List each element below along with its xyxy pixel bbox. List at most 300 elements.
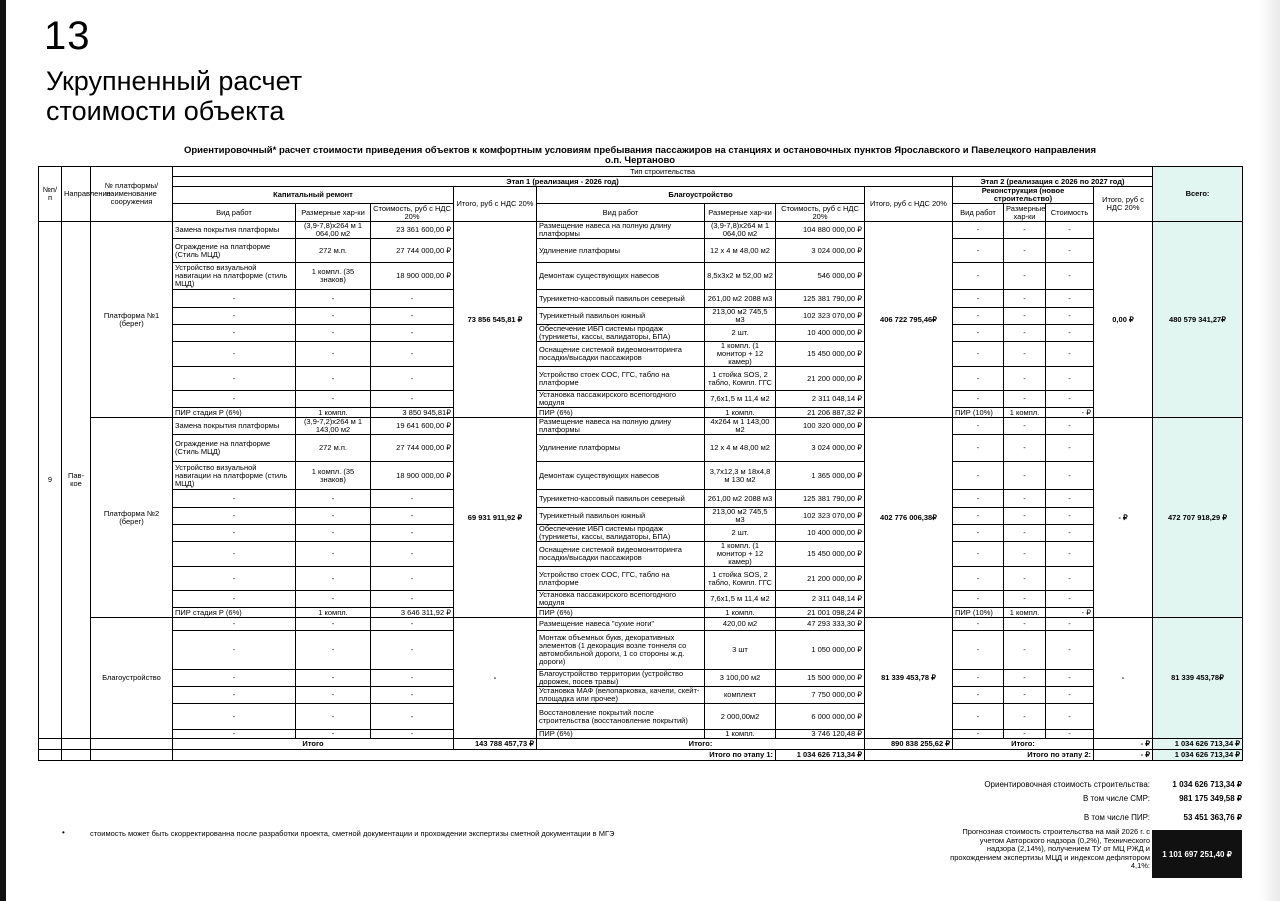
imp-work-type: Обеспечение ИБП системы продаж (турникеты, кассы, валидаторы, БПА) [537, 325, 705, 342]
imp-size: 1 компл. (1 монитор + 12 камер) [705, 342, 776, 367]
imp-cost: 102 323 070,00 ₽ [776, 308, 865, 325]
imp-total: 402 776 006,38₽ [865, 418, 953, 618]
cap-cost: - [371, 670, 454, 687]
imp-work-type: ПИР (6%) [537, 608, 705, 618]
imp-size: 1 компл. [705, 408, 776, 418]
grand-total: 480 579 341,27₽ [1153, 222, 1243, 418]
imp-cost: 47 293 333,30 ₽ [776, 618, 865, 631]
cap-cost: - [371, 325, 454, 342]
st2-cost: - [1046, 704, 1094, 730]
platform-name: Благоустройство [91, 618, 173, 739]
imp-size: 261,00 м2 2088 м3 [705, 290, 776, 308]
header-total-vat-3: Итого, руб с НДС 20% [1094, 187, 1153, 222]
st2-total: 0,00 ₽ [1094, 222, 1153, 418]
imp-size: 7,6х1,5 м 11,4 м2 [705, 391, 776, 408]
st2-size: - [1004, 508, 1046, 525]
cap-size: 1 компл. (35 знаков) [296, 462, 371, 490]
cap-work-type: - [173, 567, 296, 591]
cap-work-type: - [173, 687, 296, 704]
st2-work-type: - [953, 508, 1004, 525]
summary-pir-value: 53 451 363,76 ₽ [1183, 813, 1242, 822]
st2-cost: - [1046, 239, 1094, 263]
page-number: 13 [44, 14, 91, 58]
imp-work-type: Демонтаж существующих навесов [537, 263, 705, 290]
st2-cost: - [1046, 462, 1094, 490]
imp-size: 2 шт. [705, 525, 776, 542]
imp-work-type: Установка МАФ (велопарковка, качели, скейт-площадка или прочее) [537, 687, 705, 704]
imp-work-type: Установка пассажирского всепогодного модуля [537, 391, 705, 408]
totals-label-2: Итого: [537, 739, 865, 750]
st2-work-type: - [953, 239, 1004, 263]
imp-work-type: Размещение навеса на полную длину платформы [537, 222, 705, 239]
st2-cost: - [1046, 435, 1094, 462]
imp-work-type: Турникетный павильон южный [537, 308, 705, 325]
header-cost-imp: Стоимость, руб с НДС 20% [776, 204, 865, 222]
cap-cost: - [371, 367, 454, 391]
st2-cost: - [1046, 418, 1094, 435]
st2-work-type: - [953, 342, 1004, 367]
st2-size: - [1004, 525, 1046, 542]
totals-empty-2 [62, 739, 91, 750]
imp-cost: 125 381 790,00 ₽ [776, 490, 865, 508]
cap-size: 272 м.п. [296, 435, 371, 462]
st2-work-type: - [953, 704, 1004, 730]
cap-size: - [296, 631, 371, 670]
header-direction: Направление [62, 167, 91, 222]
imp-cost: 21 200 000,00 ₽ [776, 567, 865, 591]
header-work-type: Вид работ [173, 204, 296, 222]
imp-work-type: Турникетный павильон южный [537, 508, 705, 525]
cap-cost: - [371, 567, 454, 591]
imp-cost: 3 024 000,00 ₽ [776, 239, 865, 263]
imp-cost: 1 365 000,00 ₽ [776, 462, 865, 490]
st2-total: - ₽ [1094, 418, 1153, 618]
imp-cost: 3 746 120,48 ₽ [776, 730, 865, 739]
st2-cost: - [1046, 687, 1094, 704]
imp-size: (3,9-7,8)х264 м 1 064,00 м2 [705, 222, 776, 239]
st2-work-type: ПИР (10%) [953, 408, 1004, 418]
cap-cost: - [371, 508, 454, 525]
imp-work-type: Установка пассажирского всепогодного модуля [537, 591, 705, 608]
imp-cost: 546 000,00 ₽ [776, 263, 865, 290]
totals-grand: 1 034 626 713,34 ₽ [1153, 739, 1243, 750]
imp-work-type: Оснащение системой видеомониторинга посадки/высадки пассажиров [537, 342, 705, 367]
imp-cost: 21 206 887,32 ₽ [776, 408, 865, 418]
totals-cap: 143 788 457,73 ₽ [454, 739, 537, 750]
st2-work-type: - [953, 263, 1004, 290]
cap-size: - [296, 308, 371, 325]
st2-work-type: - [953, 687, 1004, 704]
cap-work-type: - [173, 490, 296, 508]
header-improvement: Благоустройство [537, 187, 865, 204]
imp-cost: 21 001 098,24 ₽ [776, 608, 865, 618]
totals-empty-3 [91, 739, 173, 750]
cap-cost: - [371, 391, 454, 408]
footnote-bullet: • [62, 828, 65, 837]
st2-size: - [1004, 542, 1046, 567]
imp-work-type: Восстановление покрытий после строительства (восстановление покрытий) [537, 704, 705, 730]
header-capital-repair: Капитальный ремонт [173, 187, 454, 204]
cap-work-type: Устройство визуальной навигации на платформе (стиль МЦД) [173, 462, 296, 490]
st2-cost: - ₽ [1046, 408, 1094, 418]
st2-cost: - [1046, 308, 1094, 325]
cap-size: - [296, 325, 371, 342]
cap-size: - [296, 591, 371, 608]
platform-name: Платформа №2 (берег) [91, 418, 173, 618]
st2-size: - [1004, 435, 1046, 462]
imp-cost: 104 880 000,00 ₽ [776, 222, 865, 239]
st2-size: - [1004, 631, 1046, 670]
imp-cost: 15 450 000,00 ₽ [776, 542, 865, 567]
cap-cost: - [371, 631, 454, 670]
st2-work-type: - [953, 462, 1004, 490]
totals-label: Итого [173, 739, 454, 750]
imp-work-type: Удлинение платформы [537, 239, 705, 263]
st2-size: - [1004, 418, 1046, 435]
imp-size: 1 компл. [705, 730, 776, 739]
header-size: Размерные хар-ки [296, 204, 371, 222]
cap-size: - [296, 490, 371, 508]
header-stage2: Этап 2 (реализация с 2026 по 2027 год) [953, 177, 1153, 187]
imp-cost: 15 450 000,00 ₽ [776, 342, 865, 367]
imp-size: 3 100,00 м2 [705, 670, 776, 687]
imp-size: комплект [705, 687, 776, 704]
st2-size: 1 компл. [1004, 408, 1046, 418]
cap-size: 1 компл. [296, 408, 371, 418]
st2-cost: - [1046, 567, 1094, 591]
imp-cost: 10 400 000,00 ₽ [776, 525, 865, 542]
imp-cost: 10 400 000,00 ₽ [776, 325, 865, 342]
st2-cost: - [1046, 222, 1094, 239]
st2-work-type: - [953, 325, 1004, 342]
summary-smr-value: 981 175 349,58 ₽ [1179, 794, 1242, 803]
stage-empty-1 [39, 750, 62, 761]
cap-size: - [296, 290, 371, 308]
imp-work-type: Благоустройство территории (устройство дорожек, посев травы) [537, 670, 705, 687]
cap-size: 1 компл. [296, 608, 371, 618]
st2-cost: - [1046, 342, 1094, 367]
cap-cost: - [371, 591, 454, 608]
cap-cost: - [371, 308, 454, 325]
st2-size: - [1004, 391, 1046, 408]
cap-size: (3,9-7,8)х264 м 1 064,00 м2 [296, 222, 371, 239]
imp-size: 1 стойка SOS, 2 табло, Компл. ГГС [705, 367, 776, 391]
header-size-st2: Размерные хар-ки [1004, 204, 1046, 222]
st2-cost: - [1046, 391, 1094, 408]
imp-cost: 102 323 070,00 ₽ [776, 508, 865, 525]
imp-size: 261,00 м2 2088 м3 [705, 490, 776, 508]
grand-total: 472 707 918,29 ₽ [1153, 418, 1243, 618]
imp-size: 1 стойка SOS, 2 табло, Компл. ГГС [705, 567, 776, 591]
imp-work-type: Монтаж объемных букв, декоративных элементов (1 декорация возле тоннеля со автомобильной дороги, 1 со стороны ж.д. дороги) [537, 631, 705, 670]
st2-work-type: - [953, 222, 1004, 239]
cap-size: - [296, 542, 371, 567]
imp-work-type: Турникетно-кассовый павильон северный [537, 490, 705, 508]
imp-work-type: Демонтаж существующих навесов [537, 462, 705, 490]
st2-cost: - [1046, 670, 1094, 687]
header-num: №п/п [39, 167, 62, 222]
imp-work-type: Удлинение платформы [537, 435, 705, 462]
cap-cost: 18 900 000,00 ₽ [371, 462, 454, 490]
cost-table [38, 166, 1243, 761]
cap-size: - [296, 730, 371, 739]
st2-work-type: - [953, 490, 1004, 508]
cap-cost: - [371, 490, 454, 508]
cap-cost: 18 900 000,00 ₽ [371, 263, 454, 290]
summary-smr-label: В том числе СМР: [1082, 794, 1150, 803]
st2-work-type: - [953, 618, 1004, 631]
cap-cost: 27 744 000,00 ₽ [371, 435, 454, 462]
cap-work-type: - [173, 342, 296, 367]
st2-cost: - ₽ [1046, 608, 1094, 618]
header-total-vat: Итого, руб с НДС 20% [454, 187, 537, 222]
imp-work-type: Размещение навеса на полную длину платформы [537, 418, 705, 435]
stage-grand: 1 034 626 713,34 ₽ [1153, 750, 1243, 761]
cap-size: - [296, 508, 371, 525]
header-size-imp: Размерные хар-ки [705, 204, 776, 222]
st2-size: - [1004, 490, 1046, 508]
imp-size: 7,6х1,5 м 11,4 м2 [705, 591, 776, 608]
cap-work-type: - [173, 618, 296, 631]
row-direction: Пав-кое [62, 222, 91, 739]
st2-cost: - [1046, 618, 1094, 631]
imp-cost: 21 200 000,00 ₽ [776, 367, 865, 391]
imp-cost: 100 320 000,00 ₽ [776, 418, 865, 435]
imp-work-type: Устройство стоек СОС, ГГС, табло на платформе [537, 567, 705, 591]
st2-size: - [1004, 670, 1046, 687]
st2-work-type: - [953, 367, 1004, 391]
cap-size: (3,9-7,2)х264 м 1 143,00 м2 [296, 418, 371, 435]
imp-work-type: ПИР (6%) [537, 730, 705, 739]
totals-empty-1 [39, 739, 62, 750]
cap-work-type: - [173, 508, 296, 525]
st2-size: - [1004, 730, 1046, 739]
st2-work-type: - [953, 391, 1004, 408]
imp-cost: 6 000 000,00 ₽ [776, 704, 865, 730]
st2-size: - [1004, 462, 1046, 490]
st2-cost: - [1046, 490, 1094, 508]
st2-work-type: ПИР (10%) [953, 608, 1004, 618]
row-number: 9 [39, 222, 62, 739]
cap-work-type: - [173, 730, 296, 739]
imp-cost: 3 024 000,00 ₽ [776, 435, 865, 462]
imp-work-type: Размещение навеса "сухие ноги" [537, 618, 705, 631]
imp-size: 213,00 м2 745,5 м3 [705, 508, 776, 525]
totals-label-3: Итого: [953, 739, 1094, 750]
stage2-value: - ₽ [1094, 750, 1153, 761]
st2-cost: - [1046, 290, 1094, 308]
imp-size: 4х264 м 1 143,00 м2 [705, 418, 776, 435]
cap-work-type: - [173, 325, 296, 342]
header-grand: Всего: [1153, 167, 1243, 222]
st2-work-type: - [953, 435, 1004, 462]
cap-size: - [296, 391, 371, 408]
header-cost-st2: Стоимость [1046, 204, 1094, 222]
st2-work-type: - [953, 308, 1004, 325]
summary-est-label: Ориентировочная стоимость строительства: [984, 780, 1150, 789]
st2-cost: - [1046, 325, 1094, 342]
imp-work-type: Оснащение системой видеомониторинга посадки/высадки пассажиров [537, 542, 705, 567]
cap-work-type: - [173, 391, 296, 408]
table-title: Ориентировочный* расчет стоимости приведения объектов к комфортным условиям пребывания пассажиров на станциях и остановочных пунктов Ярославского и Павелецкого направления о.п. Чертаново [183, 145, 1097, 166]
st2-size: - [1004, 308, 1046, 325]
cap-size: 272 м.п. [296, 239, 371, 263]
cap-size: - [296, 525, 371, 542]
imp-size: 1 компл. (1 монитор + 12 камер) [705, 542, 776, 567]
header-work-type-st2: Вид работ [953, 204, 1004, 222]
imp-size: 2 000,00м2 [705, 704, 776, 730]
summary-forecast-value: 1 101 697 251,40 ₽ [1152, 830, 1242, 878]
cap-cost: 3 646 311,92 ₽ [371, 608, 454, 618]
cap-cost: 23 361 600,00 ₽ [371, 222, 454, 239]
imp-size: 1 компл. [705, 608, 776, 618]
cap-cost: - [371, 542, 454, 567]
cap-cost: - [371, 704, 454, 730]
cap-cost: - [371, 730, 454, 739]
grand-total: 81 339 453,78₽ [1153, 618, 1243, 739]
cap-size: - [296, 367, 371, 391]
st2-size: - [1004, 704, 1046, 730]
cap-work-type: ПИР стадия Р (6%) [173, 408, 296, 418]
st2-cost: - [1046, 525, 1094, 542]
st2-size: - [1004, 263, 1046, 290]
st2-work-type: - [953, 670, 1004, 687]
cap-work-type: Ограждение на платформе (Стиль МЦД) [173, 239, 296, 263]
imp-size: 420,00 м2 [705, 618, 776, 631]
cap-size: - [296, 704, 371, 730]
imp-work-type: ПИР (6%) [537, 408, 705, 418]
st2-work-type: - [953, 730, 1004, 739]
st2-size: - [1004, 222, 1046, 239]
cap-work-type: ПИР стадия Р (6%) [173, 608, 296, 618]
cap-work-type: - [173, 631, 296, 670]
cap-work-type: Замена покрытия платформы [173, 222, 296, 239]
cap-work-type: - [173, 591, 296, 608]
imp-cost: 15 500 000,00 ₽ [776, 670, 865, 687]
st2-cost: - [1046, 631, 1094, 670]
imp-total: 406 722 795,46₽ [865, 222, 953, 418]
st2-work-type: - [953, 591, 1004, 608]
cap-size: - [296, 567, 371, 591]
cap-work-type: - [173, 542, 296, 567]
st2-size: 1 компл. [1004, 608, 1046, 618]
summary-est-value: 1 034 626 713,34 ₽ [1172, 780, 1242, 789]
cap-size: 1 компл. (35 знаков) [296, 263, 371, 290]
header-work-type-imp: Вид работ [537, 204, 705, 222]
st2-work-type: - [953, 290, 1004, 308]
st2-size: - [1004, 367, 1046, 391]
stage2-label: Итого по этапу 2: [865, 750, 1094, 761]
st2-cost: - [1046, 508, 1094, 525]
cap-size: - [296, 687, 371, 704]
stage-empty-3 [91, 750, 173, 761]
imp-size: 12 х 4 м 48,00 м2 [705, 239, 776, 263]
page-title: Укрупненный расчет стоимости объекта [46, 66, 303, 126]
imp-cost: 2 311 048,14 ₽ [776, 591, 865, 608]
st2-work-type: - [953, 542, 1004, 567]
cap-cost: 3 850 945,81₽ [371, 408, 454, 418]
imp-size: 8,5х3х2 м 52,00 м2 [705, 263, 776, 290]
cap-cost: 19 641 600,00 ₽ [371, 418, 454, 435]
summary-pir-label: В том числе ПИР: [1083, 813, 1150, 822]
cap-total: 69 931 911,92 ₽ [454, 418, 537, 618]
header-platform: № платформы/наименование сооружения [91, 167, 173, 222]
stage1-label: Итого по этапу 1: [173, 750, 776, 761]
cap-work-type: - [173, 704, 296, 730]
st2-size: - [1004, 687, 1046, 704]
st2-work-type: - [953, 567, 1004, 591]
imp-size: 213,00 м2 745,5 м3 [705, 308, 776, 325]
header-stage1: Этап 1 (реализация - 2026 год) [173, 177, 953, 187]
header-construction-type: Тип строительства [173, 167, 1153, 177]
header-reconstruction: Реконструкция (новое строительство) [953, 187, 1094, 204]
cap-work-type: - [173, 525, 296, 542]
imp-size: 3,7х12,3 м 18х4,8 м 130 м2 [705, 462, 776, 490]
totals-st2: - ₽ [1094, 739, 1153, 750]
st2-work-type: - [953, 418, 1004, 435]
imp-work-type: Обеспечение ИБП системы продаж (турникеты, кассы, валидаторы, БПА) [537, 525, 705, 542]
st2-size: - [1004, 290, 1046, 308]
st2-cost: - [1046, 542, 1094, 567]
cap-cost: - [371, 618, 454, 631]
imp-size: 2 шт. [705, 325, 776, 342]
cap-cost: - [371, 525, 454, 542]
cap-work-type: - [173, 308, 296, 325]
imp-cost: 7 750 000,00 ₽ [776, 687, 865, 704]
header-cost: Стоимость, руб с НДС 20% [371, 204, 454, 222]
cap-size: - [296, 342, 371, 367]
platform-name: Платформа №1 (берег) [91, 222, 173, 418]
st2-total: - [1094, 618, 1153, 739]
left-border [0, 0, 6, 901]
cap-work-type: - [173, 367, 296, 391]
st2-cost: - [1046, 367, 1094, 391]
page-edge-shadow [1258, 0, 1280, 901]
imp-work-type: Турникетно-кассовый павильон северный [537, 290, 705, 308]
st2-size: - [1004, 239, 1046, 263]
st2-size: - [1004, 342, 1046, 367]
st2-cost: - [1046, 591, 1094, 608]
st2-size: - [1004, 567, 1046, 591]
st2-cost: - [1046, 730, 1094, 739]
st2-size: - [1004, 591, 1046, 608]
imp-total: 81 339 453,78 ₽ [865, 618, 953, 739]
st2-work-type: - [953, 631, 1004, 670]
st2-work-type: - [953, 525, 1004, 542]
cap-work-type: Замена покрытия платформы [173, 418, 296, 435]
cap-cost: - [371, 687, 454, 704]
cap-cost: 27 744 000,00 ₽ [371, 239, 454, 263]
imp-cost: 2 311 048,14 ₽ [776, 391, 865, 408]
imp-cost: 1 050 000,00 ₽ [776, 631, 865, 670]
totals-imp: 890 838 255,62 ₽ [865, 739, 953, 750]
cap-size: - [296, 670, 371, 687]
cap-size: - [296, 618, 371, 631]
imp-size: 12 х 4 м 48,00 м2 [705, 435, 776, 462]
cap-cost: - [371, 290, 454, 308]
st2-size: - [1004, 618, 1046, 631]
header-total-vat-2: Итого, руб с НДС 20% [865, 187, 953, 222]
cap-work-type: Ограждение на платформе (Стиль МЦД) [173, 435, 296, 462]
stage1-value: 1 034 626 713,34 ₽ [776, 750, 865, 761]
st2-cost: - [1046, 263, 1094, 290]
cap-total: - [454, 618, 537, 739]
stage-empty-2 [62, 750, 91, 761]
imp-cost: 125 381 790,00 ₽ [776, 290, 865, 308]
cap-cost: - [371, 342, 454, 367]
st2-size: - [1004, 325, 1046, 342]
cap-total: 73 856 545,81 ₽ [454, 222, 537, 418]
